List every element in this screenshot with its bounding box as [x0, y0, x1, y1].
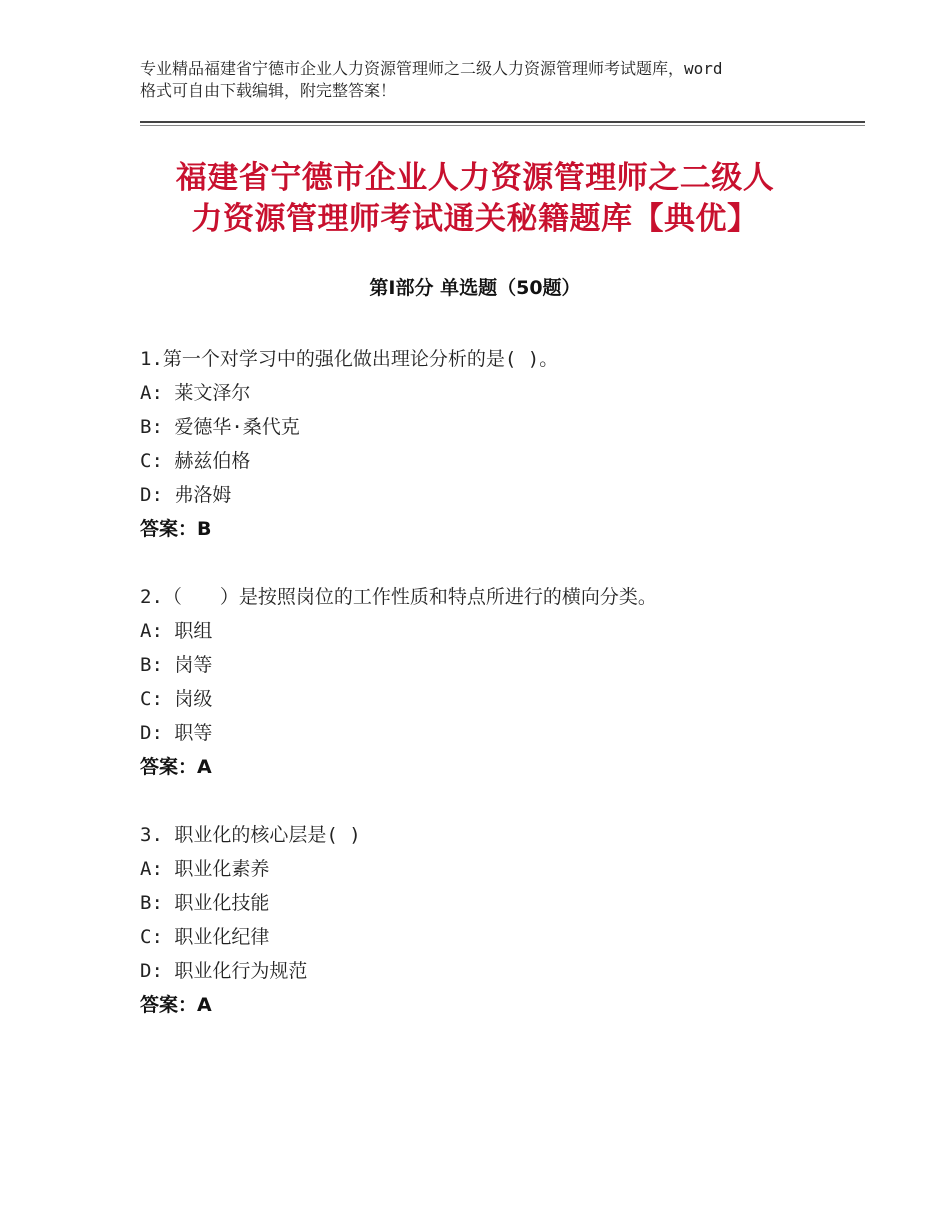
option-text: 弗洛姆: [174, 484, 232, 506]
answer-line: 答案：A: [140, 756, 212, 778]
document-title-line-2: 力资源管理师考试通关秘籍题库【典优】: [191, 201, 759, 237]
question-3: [140, 818, 860, 1022]
option-key: C:: [140, 450, 163, 472]
option-key: D:: [140, 722, 163, 744]
answer-line: 答案：A: [140, 994, 212, 1016]
option-text: 莱文泽尔: [174, 382, 251, 404]
option-text: 职业化技能: [174, 892, 270, 914]
option-key: B:: [140, 654, 163, 676]
header-divider-thick: [140, 121, 865, 123]
option-key: B:: [140, 416, 163, 438]
option-key: C:: [140, 926, 163, 948]
option-b: [140, 886, 860, 920]
document-title: [120, 158, 830, 240]
option-key: D:: [140, 960, 163, 982]
option-c: [140, 444, 860, 478]
option-d: [140, 954, 860, 988]
option-a: [140, 376, 860, 410]
answer-line: 答案：B: [140, 518, 212, 540]
option-key: D:: [140, 484, 163, 506]
header-note: [140, 58, 830, 102]
option-text: 职业化素养: [174, 858, 270, 880]
question-list: [140, 342, 860, 1056]
document-title-line-1: 福建省宁德市企业人力资源管理师之二级人: [175, 160, 775, 196]
option-c: [140, 682, 860, 716]
option-text: 职业化纪律: [174, 926, 270, 948]
question-stem: 1.第一个对学习中的强化做出理论分析的是( )。: [140, 348, 559, 370]
option-a: [140, 852, 860, 886]
option-text: 爱德华·桑代克: [174, 416, 300, 438]
option-c: [140, 920, 860, 954]
option-key: B:: [140, 892, 163, 914]
option-d: [140, 716, 860, 750]
option-text: 职组: [174, 620, 213, 642]
option-text: 职等: [174, 722, 213, 744]
option-key: C:: [140, 688, 163, 710]
option-key: A:: [140, 858, 163, 880]
option-key: A:: [140, 382, 163, 404]
option-text: 职业化行为规范: [174, 960, 308, 982]
header-note-line-2: 格式可自由下载编辑，附完整答案！: [140, 81, 397, 100]
option-text: 岗级: [174, 688, 213, 710]
option-b: [140, 648, 860, 682]
header-note-line-1: 专业精品福建省宁德市企业人力资源管理师之二级人力资源管理师考试题库，word: [140, 59, 723, 78]
option-b: [140, 410, 860, 444]
header-divider-thin: [140, 125, 865, 126]
question-stem: 3. 职业化的核心层是( ): [140, 824, 361, 846]
option-key: A:: [140, 620, 163, 642]
question-2: [140, 580, 860, 784]
section-heading: 第Ⅰ部分 单选题（50题）: [369, 277, 581, 299]
question-1: [140, 342, 860, 546]
option-d: [140, 478, 860, 512]
option-text: 岗等: [174, 654, 213, 676]
question-stem: 2.（ ）是按照岗位的工作性质和特点所进行的横向分类。: [140, 586, 657, 608]
option-a: [140, 614, 860, 648]
option-text: 赫兹伯格: [174, 450, 251, 472]
